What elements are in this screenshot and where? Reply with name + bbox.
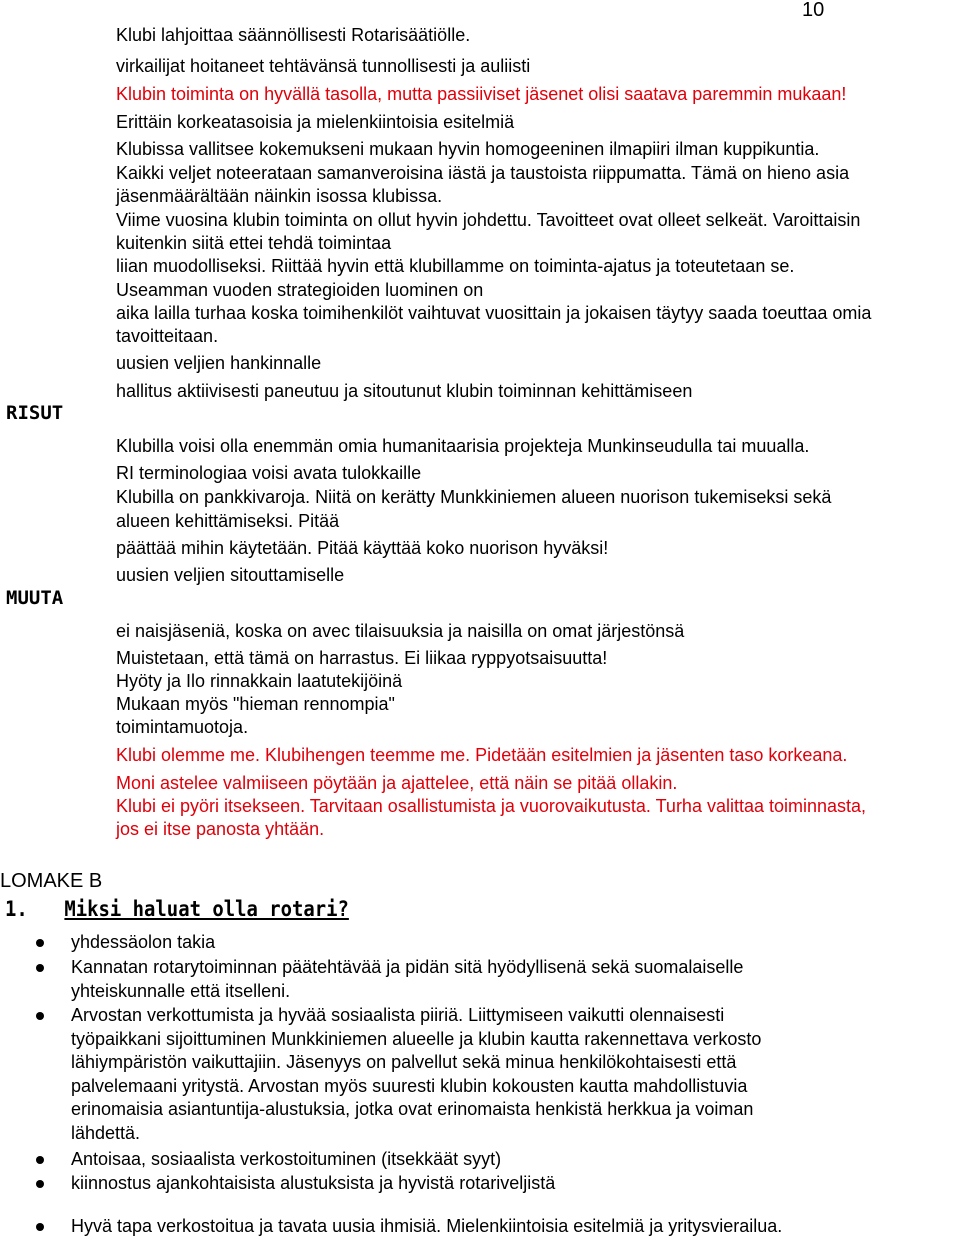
feedback-line: hallitus aktiivisesti paneutuu ja sitoutunut klubin toiminnan kehittämiseen	[116, 381, 693, 401]
feedback-line: kuitenkin siitä ettei tehdä toimintaa	[116, 233, 392, 253]
feedback-line: Muistetaan, että tämä on harrastus. Ei liikaa ryppyotsaisuutta!	[116, 648, 608, 668]
feedback-line: Kaikki veljet noteerataan samanveroisina iästä ja taustoista riippumatta. Tämä on hieno asia	[116, 163, 850, 183]
bullet-text: lähdettä.	[71, 1123, 141, 1143]
bullet-text: Hyvä tapa verkostoitua ja tavata uusia ihmisiä. Mielenkiintoisia esitelmiä ja yritysvierailua.	[71, 1216, 783, 1236]
feedback-line: Useamman vuoden strategioiden luominen on	[116, 280, 484, 300]
bullet-text: erinomaisia asiantuntija-alustuksia, jotka ovat erinomaista henkistä herkkua ja voiman	[71, 1099, 754, 1120]
feedback-line: Mukaan myös "hieman rennompia"	[116, 694, 395, 714]
feedback-line: aika lailla turhaa koska toimihenkilöt vaihtuvat vuosittain ja jokaisen täytyy saada toeuttaa omia	[116, 303, 872, 323]
feedback-line: RI terminologiaa voisi avata tulokkaille	[116, 463, 422, 483]
bullet-dot	[36, 1180, 44, 1188]
feedback-line: päättää mihin käytetään. Pitää käyttää koko nuorison hyväksi!	[116, 538, 609, 558]
feedback-line: Hyöty ja Ilo rinnakkain laatutekijöinä	[116, 671, 403, 691]
feedback-line: alueen kehittämiseksi. Pitää	[116, 511, 340, 531]
feedback-line: Erittäin korkeatasoisia ja mielenkiintoisia esitelmiä	[116, 112, 515, 132]
bullet-text: kiinnostus ajankohtaisista alustuksista ja hyvistä rotariveljistä	[71, 1173, 556, 1193]
feedback-line: Klubilla voisi olla enemmän omia humanitaarisia projekteja Munkinseudulla tai muualla.	[116, 436, 810, 456]
bullet-text: Antoisaa, sosiaalista verkostoituminen (itsekkäät syyt)	[71, 1149, 502, 1169]
bullet-text: lähiympäristön vaikuttajiin. Jäsenyys on palvellut sekä minua henkilökohtaisesti että	[71, 1052, 737, 1073]
feedback-line: Klubi lahjoittaa säännöllisesti Rotarisäätiölle.	[116, 25, 471, 45]
bullet-dot	[36, 1156, 44, 1164]
page-number: 10	[802, 0, 825, 21]
feedback-line: Klubi ei pyöri itsekseen. Tarvitaan osallistumista ja vuorovaikutusta. Turha valittaa toiminnasta,	[116, 796, 867, 816]
feedback-line: Klubin toiminta on hyvällä tasolla, mutta passiiviset jäsenet olisi saatava paremmin mukaan!	[116, 84, 847, 104]
feedback-line: uusien veljien hankinnalle	[116, 353, 322, 373]
bullet-dot	[36, 939, 44, 947]
bullet-text: Arvostan verkottumista ja hyvää sosiaalista piiriä. Liittymiseen vaikutti olennaisesti	[71, 1005, 725, 1025]
feedback-line: ei naisjäseniä, koska on avec tilaisuuksia ja naisilla on omat järjestönsä	[116, 621, 685, 641]
question-text: Miksi haluat olla rotari?	[64, 897, 349, 921]
bullet-text: yhteiskunnalle että itselleni.	[71, 980, 291, 1001]
feedback-line: toimintamuotoja.	[116, 717, 249, 737]
feedback-line: Viime vuosina klubin toiminta on ollut hyvin johdettu. Tavoitteet ovat olleet selkeät. Varoittaisin	[116, 210, 861, 230]
feedback-line: Klubilla on pankkivaroja. Niitä on kerätty Munkkiniemen alueen nuorison tukemiseksi sekä	[116, 487, 832, 507]
feedback-line: Klubissa vallitsee kokemukseni mukaan hyvin homogeeninen ilmapiiri ilman kuppikuntia.	[116, 139, 820, 159]
bullet-text: palvelemaani yritystä. Arvostan myös suuresti klubin kokousten kautta mahdollistuvia	[71, 1075, 748, 1096]
bullet-text: Kannatan rotarytoiminnan päätehtävää ja pidän sitä hyödyllisenä sekä suomalaiselle	[71, 957, 744, 977]
feedback-line: jäsenmäärältään näinkin isossa klubissa.	[116, 186, 443, 206]
question-number: 1.	[5, 897, 28, 921]
side-label-risks: RISUT	[6, 402, 64, 424]
feedback-line: tavoitteitaan.	[116, 326, 219, 346]
feedback-line: virkailijat hoitaneet tehtävänsä tunnollisesti ja auliisti	[116, 56, 531, 76]
feedback-line: Klubi olemme me. Klubihengen teemme me. Pidetään esitelmien ja jäsenten taso korkeana.	[116, 745, 848, 765]
feedback-line: Moni astelee valmiiseen pöytään ja ajattelee, että näin se pitää ollakin.	[116, 773, 678, 793]
feedback-line: jos ei itse panosta yhtään.	[116, 819, 325, 839]
side-label-other: MUUTA	[6, 587, 64, 609]
bullet-text: yhdessäolon takia	[71, 932, 216, 952]
feedback-line: liian muodolliseksi. Riittää hyvin että klubillamme on toiminta-ajatus ja toteutetaan se.	[116, 256, 795, 276]
bullet-dot	[36, 1012, 44, 1020]
feedback-line: uusien veljien sitouttamiselle	[116, 565, 345, 585]
bullet-dot	[36, 1223, 44, 1231]
bullet-dot	[36, 964, 44, 972]
question-heading	[5, 895, 349, 923]
form-title: LOMAKE B	[0, 870, 103, 892]
bullet-text: työpaikkani sijoittuminen Munkkiniemen alueelle ja klubin kautta rakennettava verkosto	[71, 1028, 762, 1049]
